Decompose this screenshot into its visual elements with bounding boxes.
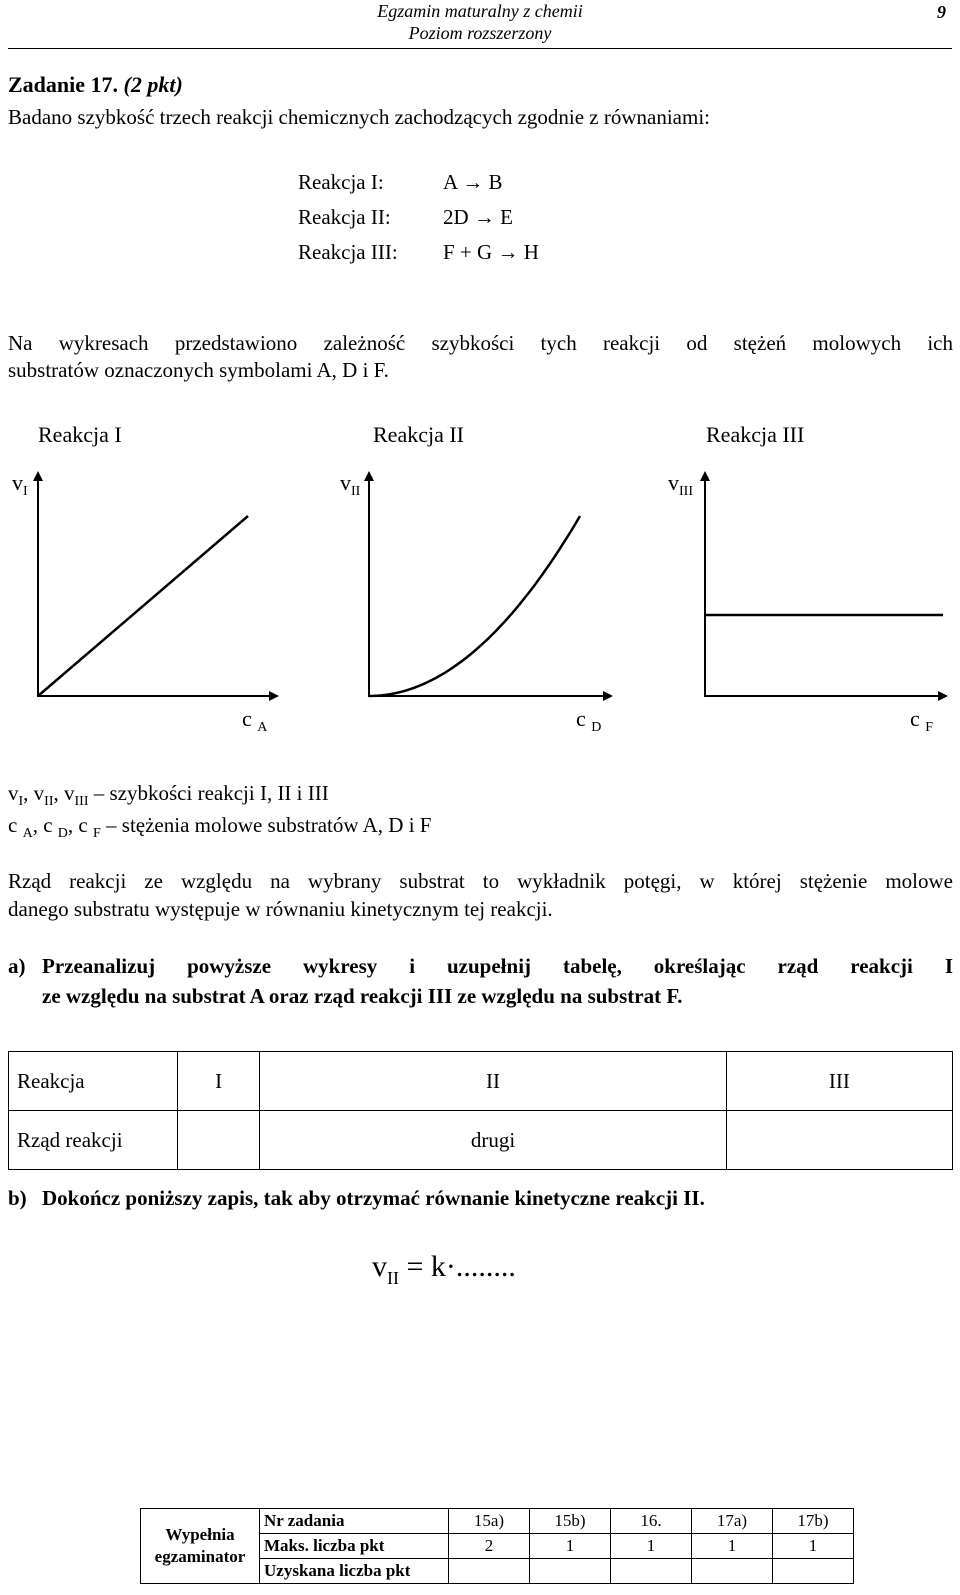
part-a-label: a) <box>8 954 26 978</box>
page-number: 9 <box>937 2 946 22</box>
score-input-cell[interactable] <box>449 1559 530 1584</box>
legend-v3: v <box>64 781 75 805</box>
graph-1-xlabel <box>242 706 268 735</box>
reaction-3-label: Reakcja III: <box>298 240 398 264</box>
reaction-2-equation: 2D → E <box>443 205 513 229</box>
table-row-order <box>9 1111 953 1170</box>
legend-c3-sub: F <box>92 826 101 841</box>
answer-cell-reaction-1[interactable] <box>178 1111 260 1170</box>
task-title <box>8 72 183 98</box>
order-definition-line-1: Rząd reakcji ze względu na wybrany substrat to wykładnik potęgi, w której stężenie molowe <box>8 869 953 893</box>
legend-v2-sub: II <box>44 794 54 809</box>
score-input-cell[interactable] <box>530 1559 611 1584</box>
table-cell: 15b) <box>530 1509 611 1534</box>
graph-1-curve <box>38 516 248 696</box>
table-cell: Nr zadania <box>260 1509 449 1534</box>
ylabel-2-sub: II <box>351 484 361 499</box>
legend-v3-sub: III <box>74 794 89 809</box>
reaction-2-label: Reakcja II: <box>298 205 391 229</box>
legend-velocities: $v_I$, $v_{II}$, $v_{III}$ – szybkości reakcji I, II i III <box>8 781 329 809</box>
ylabel-1-sub: I <box>23 484 28 499</box>
table-cell: 1 <box>530 1534 611 1559</box>
graph-2-title: Reakcja II <box>373 422 464 447</box>
table-cell: Maks. liczba pkt <box>260 1534 449 1559</box>
score-input-cell[interactable] <box>611 1559 692 1584</box>
table-cell: 16. <box>611 1509 692 1534</box>
formula-dot: · <box>445 1250 456 1283</box>
examiner-fill-label <box>141 1509 260 1584</box>
legend-c2-sub: D <box>57 826 68 841</box>
legend-v1: v <box>8 781 19 805</box>
score-table <box>140 1508 854 1584</box>
kinetic-equation <box>372 1250 516 1288</box>
table-cell: 1 <box>692 1534 773 1559</box>
formula-equals: = <box>406 1250 424 1283</box>
ylabel-3-base: v <box>668 470 679 495</box>
task-title-main: Zadanie 17. <box>8 72 124 97</box>
formula-sub: II <box>387 1268 399 1288</box>
task-intro: Badano szybkość trzech reakcji chemicznych zachodzących zgodnie z równaniami: <box>8 105 711 129</box>
reaction-order-table <box>8 1051 953 1170</box>
reaction-1-label: Reakcja I: <box>298 170 384 194</box>
legend-v1-sub: I <box>18 794 24 809</box>
graph-2-curve <box>369 516 580 696</box>
table-cell: 1 <box>773 1534 854 1559</box>
header-rule <box>8 48 952 49</box>
examiner-label-2: egzaminator <box>154 1547 246 1566</box>
part-a-line-1: Przeanalizuj powyższe wykresy i uzupełnij tabelę, określając rząd reakcji I <box>42 954 953 978</box>
table-cell: drugi <box>260 1111 726 1170</box>
graphs-svg <box>0 470 960 710</box>
xlabel-3-sub: F <box>925 720 934 735</box>
xlabel-2-base: c <box>576 706 586 731</box>
ylabel-2-base: v <box>340 470 351 495</box>
table-cell: I <box>178 1052 260 1111</box>
header-exam-title: Egzamin maturalny z chemii <box>377 1 583 21</box>
legend-c-text: – stężenia molowe substratów A, D i F <box>106 813 432 837</box>
table-row-header <box>9 1052 953 1111</box>
legend-c2: c <box>43 813 53 837</box>
table-row <box>141 1509 854 1534</box>
table-cell: Rząd reakcji <box>9 1111 178 1170</box>
table-cell: 1 <box>611 1534 692 1559</box>
ylabel-3-sub: III <box>679 484 693 499</box>
graph-3-title: Reakcja III <box>706 422 805 447</box>
xlabel-1-sub: A <box>257 720 268 735</box>
formula-blank[interactable]: ........ <box>455 1250 516 1283</box>
description-line-2: substratów oznaczonych symbolami A, D i F. <box>8 358 389 382</box>
graph-2-xlabel <box>576 706 602 735</box>
description-line-1: Na wykresach przedstawiono zależność szybkości tych reakcji od stężeń molowych ich <box>8 331 953 355</box>
header-level: Poziom rozszerzony <box>408 23 552 43</box>
table-cell: II <box>260 1052 726 1111</box>
order-definition-line-2: danego substratu występuje w równaniu kinetycznym tej reakcji. <box>8 897 553 921</box>
xlabel-3-base: c <box>910 706 920 731</box>
part-a-line-2: ze względu na substrat A oraz rząd reakcji III ze względu na substrat F. <box>42 984 683 1008</box>
answer-cell-reaction-3[interactable] <box>726 1111 952 1170</box>
legend-v-text: – szybkości reakcji I, II i III <box>93 781 329 805</box>
graph-1-title: Reakcja I <box>38 422 122 447</box>
xlabel-1-base: c <box>242 706 252 731</box>
table-cell: 15a) <box>449 1509 530 1534</box>
score-input-cell[interactable] <box>773 1559 854 1584</box>
legend-c1-sub: A <box>22 826 33 841</box>
legend-v2: v <box>33 781 45 805</box>
score-input-cell[interactable] <box>692 1559 773 1584</box>
legend-c3: c <box>78 813 88 837</box>
reaction-1-equation: A → B <box>443 170 503 194</box>
legend-concentrations: c $_A$, c $_D$, c $_F$ – stężenia molowe substratów A, D i F <box>8 813 432 841</box>
table-cell: Reakcja <box>9 1052 178 1111</box>
legend-c1: c <box>8 813 18 837</box>
formula-v: v <box>372 1250 387 1283</box>
part-b-label: b) <box>8 1186 27 1210</box>
graph-3-xlabel <box>910 706 934 735</box>
table-cell: 17b) <box>773 1509 854 1534</box>
table-cell: 17a) <box>692 1509 773 1534</box>
formula-k: k <box>430 1250 446 1283</box>
part-b-text: Dokończ poniższy zapis, tak aby otrzymać równanie kinetyczne reakcji II. <box>42 1186 705 1210</box>
table-cell: Uzyskana liczba pkt <box>260 1559 449 1584</box>
table-cell: 2 <box>449 1534 530 1559</box>
examiner-label-1: Wypełnia <box>165 1525 235 1544</box>
xlabel-2-sub: D <box>591 720 602 735</box>
task-points: (2 pkt) <box>123 72 183 97</box>
table-cell: III <box>726 1052 952 1111</box>
ylabel-1-base: v <box>12 470 23 495</box>
reaction-3-equation: F + G → H <box>443 240 539 264</box>
